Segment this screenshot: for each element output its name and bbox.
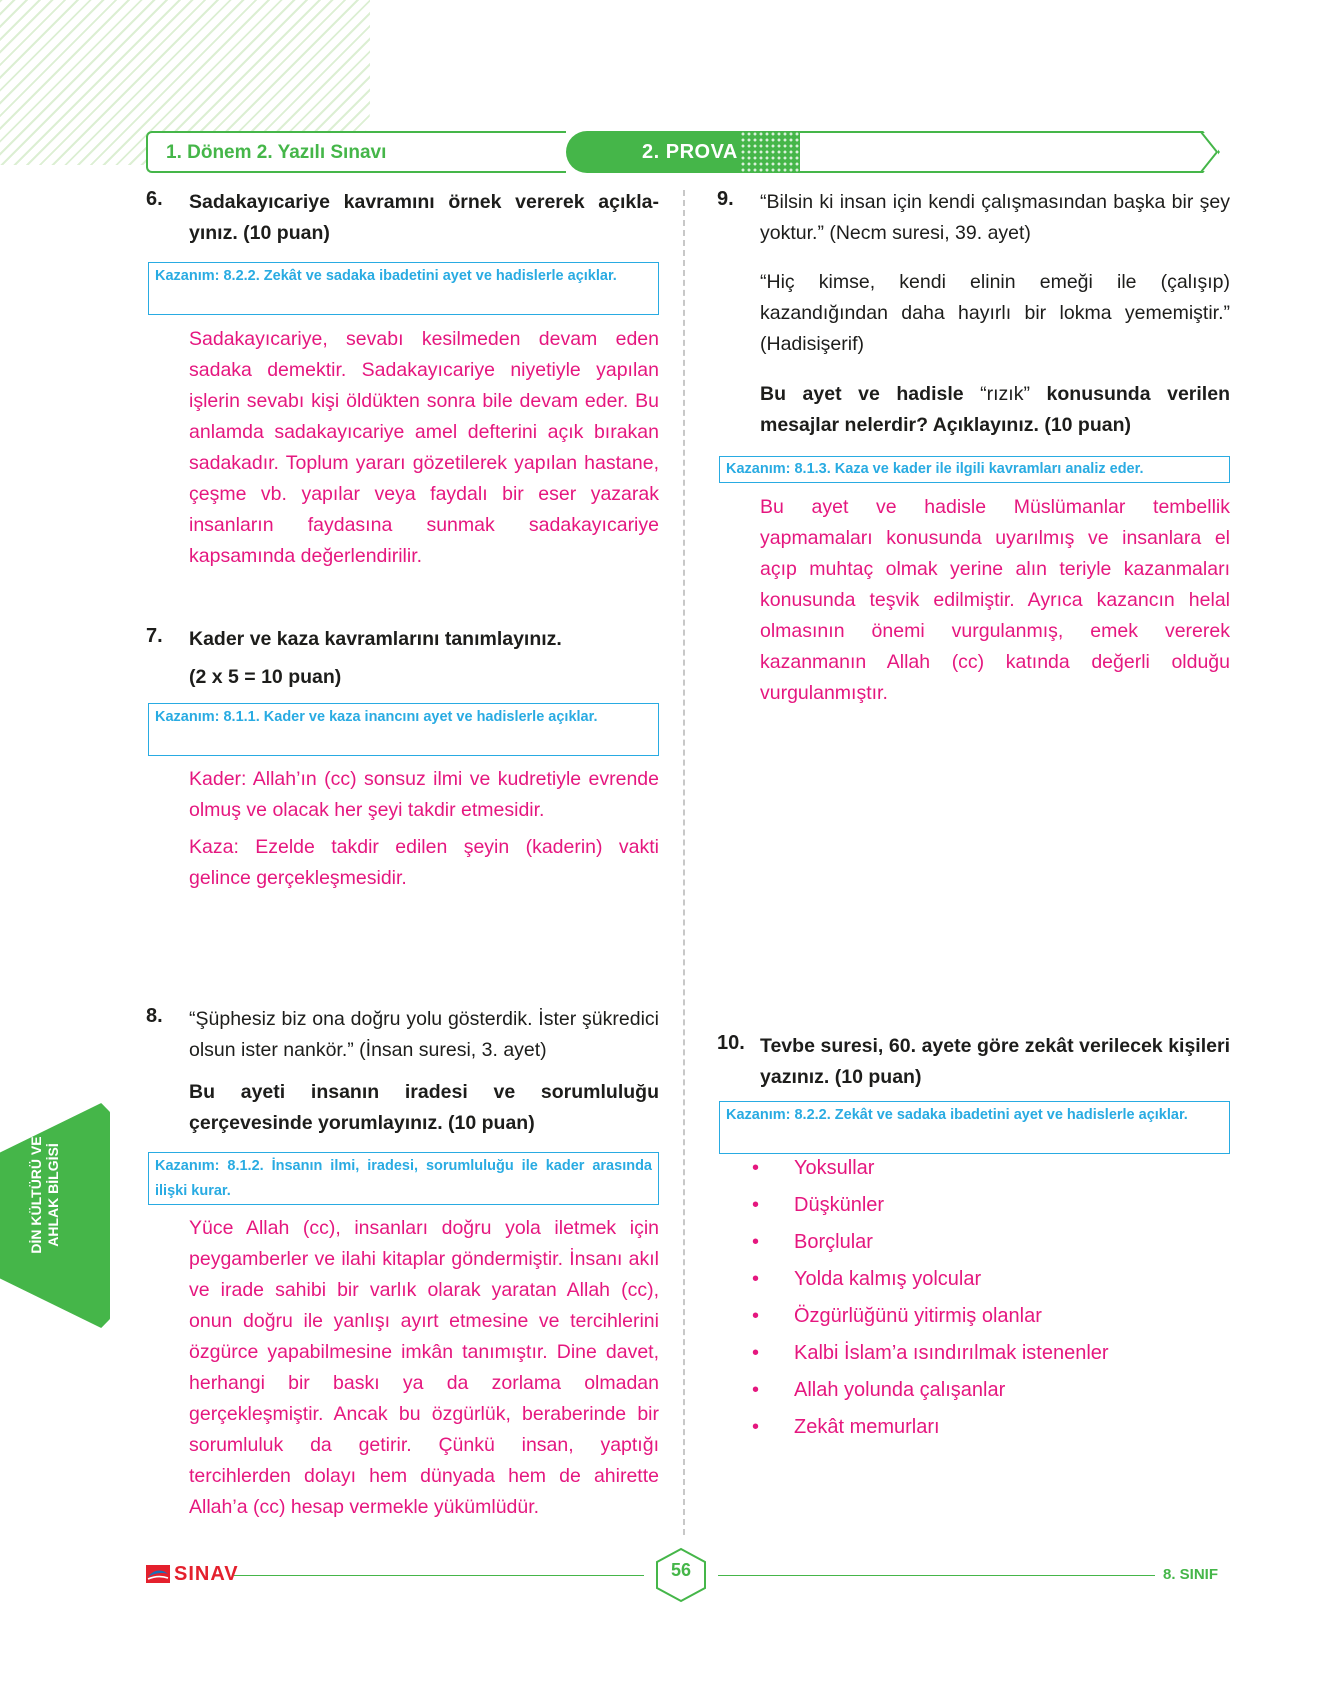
q9-text-b: “rızık”: [980, 383, 1030, 405]
q7-number: 7.: [146, 625, 163, 647]
list-item: • Kalbi İslam’a ısındırılmak istenenler: [752, 1342, 1109, 1364]
q10-answer-list: [752, 1153, 1212, 1449]
page-number: 56: [670, 1560, 692, 1580]
q6-answer: Sadakayıcariye, sevabı kesilmeden devam eden sadaka demektir. Sadakayıcariye niyetiyle yapılan işlerin sevabı kişi öldükten sonra bile devam eder. Bu anlamda sadakayıcariye amel defterini açık bırakan sadakadır. Toplum yararı gözetilerek yapılan hastane, çeşme vb. yapılar veya faydalı bir eser yazarak insanların faydasına sunmak sadakayıcariye kapsamında değerlendirilir.: [189, 328, 659, 567]
q6-kazanim: Kazanım: 8.2.2. Zekât ve sadaka ibadetini ayet ve hadislerle açıklar.: [148, 262, 659, 315]
dot-pattern: [740, 131, 800, 173]
sinav-logo-icon: [146, 1565, 170, 1583]
column-divider: [683, 190, 685, 1535]
q10-kazanim: Kazanım: 8.2.2. Zekât ve sadaka ibadetini ayet ve hadislerle açıklar.: [719, 1101, 1230, 1154]
q6-number: 6.: [146, 188, 163, 210]
q9-number: 9.: [717, 188, 734, 210]
q6-text: Sadakayıcariye kavramını örnek vererek açıkla-yınız. (10 puan): [189, 191, 659, 244]
header-right-frame: [800, 131, 1220, 173]
list-item: • Yoksullar: [752, 1157, 875, 1179]
q8-quote: “Şüphesiz biz ona doğru yolu gösterdik. İster şükredici olsun ister nankör.” (İnsan suresi, 3. ayet): [189, 1008, 659, 1061]
q8-answer: Yüce Allah (cc), insanları doğru yola iletmek için peygamberler ve ilahi kitaplar göndermiştir. İnsanı akıl ve irade sahibi bir varlık olarak yaratan Allah (cc), onun doğru ile yanlışı ayırt etmesine ve tercihlerini özgürce yapabilmesine imkân tanımıştır. Dine davet, herhangi bir baskı ya da zorlama olmadan gerçekleşmiştir. Ancak bu özgürlük, beraberinde bir sorumluluk da getirir. Çünkü insan, yaptığı tercihlerden dolayı hem dünyada hem de ahirette Allah’a (cc) hesap vermekle yükümlüdür.: [189, 1217, 659, 1518]
q8-kazanim: Kazanım: 8.1.2. İnsanın ilmi, iradesi, sorumluluğu ile kader arasında ilişki kurar.: [148, 1152, 659, 1205]
sinav-logo: SINAV: [174, 1563, 239, 1585]
q7-points: (2 x 5 = 10 puan): [189, 666, 342, 688]
q7-kazanim: Kazanım: 8.1.1. Kader ve kaza inancını ayet ve hadislerle açıklar.: [148, 703, 659, 756]
q9-kazanim: Kazanım: 8.1.3. Kaza ve kader ile ilgili kavramları analiz eder.: [719, 456, 1230, 483]
prova-badge: [566, 131, 800, 173]
q7-answer-kaza: Kaza: Ezelde takdir edilen şeyin (kaderin) vakti gelince gerçekleşmesidir.: [189, 836, 659, 889]
q7-answer-kader: Kader: Allah’ın (cc) sonsuz ilmi ve kudretiyle evrende olmuş ve olacak her şeyi takdir etmesidir.: [189, 768, 659, 821]
q9-question: [760, 379, 1230, 441]
side-label-line1: DİN KÜLTÜRÜ VE: [28, 1136, 44, 1254]
q7-text: Kader ve kaza kavramlarını tanımlayınız.: [189, 628, 562, 650]
footer-line-right: [718, 1575, 1155, 1576]
list-item: • Düşkünler: [752, 1194, 885, 1216]
list-item: • Borçlular: [752, 1231, 873, 1253]
side-label-line2: AHLAK BİLGİSİ: [45, 1143, 61, 1247]
grade-label: 8. SINIF: [1163, 1566, 1219, 1583]
header-exam-title-box: [146, 131, 566, 173]
subject-side-label: [28, 1120, 62, 1270]
q9-text-c: konusunda verilen mesajlar nelerdir? Açıklayınız. (10 puan): [760, 383, 1230, 436]
header-right-outline: [798, 131, 1218, 173]
q10-number: 10.: [717, 1032, 745, 1054]
q9-answer: Bu ayet ve hadisle Müslümanlar tembellik yapmamaları konusunda uyarılmış ve insanlara el açıp muhtaç olmak yerine alın teriyle kazanmaları konusunda teşvik edilmiştir. Ayrıca kazancın helal olmasının önemi vurgulanmış, emek vererek kazanmanın Allah (cc) katında değerli olduğu vurgulanmıştır.: [760, 496, 1230, 704]
q10-text: Tevbe suresi, 60. ayete göre zekât verilecek kişileri yazınız. (10 puan): [760, 1035, 1230, 1088]
q9-quote-ayet: “Bilsin ki insan için kendi çalışmasından başka bir şey yoktur.” (Necm suresi, 39. ayet): [760, 191, 1230, 244]
q9-quote-hadis: “Hiç kimse, kendi elinin emeği ile (çalışıp) kazandığından daha hayırlı bir lokma yememiştir.” (Hadisişerif): [760, 271, 1230, 355]
footer-line-left: [234, 1575, 644, 1576]
list-item: • Zekât memurları: [752, 1416, 940, 1438]
list-item: • Allah yolunda çalışanlar: [752, 1379, 1006, 1401]
list-item: • Yolda kalmış yolcular: [752, 1268, 982, 1290]
q8-text: Bu ayeti insanın iradesi ve sorumluluğu çerçevesinde yorumlayınız. (10 puan): [189, 1081, 659, 1134]
exam-title: 1. Dönem 2. Yazılı Sınavı: [166, 142, 387, 163]
prova-label: 2. PROVA: [642, 141, 738, 163]
q9-text-a: Bu ayet ve hadisle: [760, 383, 964, 405]
list-item: • Özgürlüğünü yitirmiş olanlar: [752, 1305, 1042, 1327]
q8-number: 8.: [146, 1005, 163, 1027]
